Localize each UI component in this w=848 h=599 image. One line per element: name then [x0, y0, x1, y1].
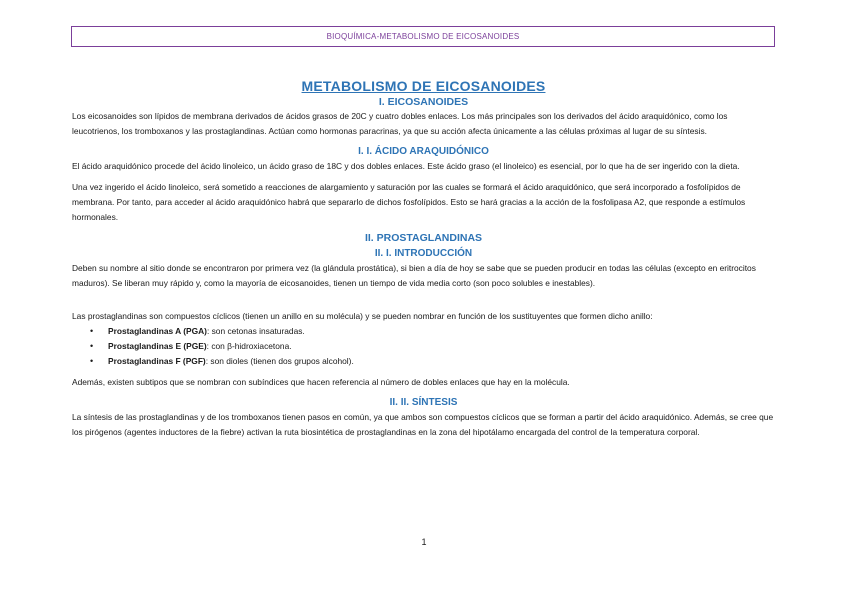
- prostaglandin-types-list: [72, 324, 775, 369]
- page-number: 1: [421, 537, 427, 547]
- document-body: [72, 78, 775, 440]
- heading-introduccion: II. I. INTRODUCCIÓN: [374, 248, 473, 259]
- list-item: [72, 339, 775, 354]
- list-item-term: Prostaglandinas A (PGA): [108, 326, 207, 336]
- heading-prostaglandinas: II. PROSTAGLANDINAS: [364, 232, 483, 244]
- list-item-term: Prostaglandinas F (PGF): [108, 356, 206, 366]
- paragraph-introduccion-2: Las prostaglandinas son compuestos cíclicos (tienen un anillo en su molécula) y se pueden nombrar en función de los sustituyentes que formen dicho anillo:: [72, 311, 653, 321]
- running-header: [71, 26, 775, 47]
- list-item: [72, 324, 775, 339]
- paragraph-sintesis: La síntesis de las prostaglandinas y de los tromboxanos tienen pasos en común, ya que ambos son compuestos cíclicos que se forman a partir del ácido araquidónico. Además, se cree que los pirógenos (agentes inductores de la fiebre) activan la ruta biosintética de prostaglandinas en la zona del hipotálamo encargada del control de la temperatura corporal.: [72, 412, 774, 437]
- list-item-desc: : son dioles (tienen dos grupos alcohol).: [205, 356, 354, 366]
- list-item: [72, 354, 775, 369]
- list-item-desc: : son cetonas insaturadas.: [206, 326, 305, 336]
- heading-sintesis: II. II. SÍNTESIS: [389, 397, 458, 408]
- paragraph-eicosanoides: Los eicosanoides son lípidos de membrana derivados de ácidos grasos de 20C y cuatro dobles enlaces. Los más principales son los derivados del ácido araquidónico, como los leucotrienos, los tromboxanos y las prostaglandinas. Actúan como hormonas paracrinas, ya que su acción afecta únicamente a las células próximas al lugar de su síntesis.: [72, 111, 728, 136]
- bullet-icon: •: [90, 341, 94, 351]
- document-title: METABOLISMO DE EICOSANOIDES: [301, 78, 546, 94]
- paragraph-introduccion-3: Además, existen subtipos que se nombran con subíndices que hacen referencia al número de dobles enlaces que hay en la molécula.: [72, 377, 570, 387]
- paragraph-introduccion-1: Deben su nombre al sitio donde se encontraron por primera vez (la glándula prostática), si bien a día de hoy se sabe que se pueden producir en todas las células (excepto en eritrocitos maduros). Se liberan muy rápido y, como la mayoría de eicosanoides, tienen un tiempo de vida media corto (son poco solubles e inestables).: [72, 263, 756, 288]
- bullet-icon: •: [90, 326, 94, 336]
- paragraph-acido-araquidonico-2: Una vez ingerido el ácido linoleico, será sometido a reacciones de alargamiento y saturación por las cuales se formará el ácido araquidónico, que será incorporado a fosfolípidos de membrana. Por tanto, para acceder al ácido araquidónico habrá que separarlo de dichos fosfolípidos. Esto se hará gracias a la acción de la fosfolipasa A2, que responde a estímulos hormonales.: [72, 182, 746, 222]
- list-item-term: Prostaglandinas E (PGE): [108, 341, 207, 351]
- heading-eicosanoides: I. EICOSANOIDES: [378, 96, 469, 108]
- paragraph-acido-araquidonico-1: El ácido araquidónico procede del ácido linoleico, un ácido graso de 18C y dos dobles enlaces. Este ácido graso (el linoleico) es esencial, por lo que ha de ser ingerido con la dieta.: [72, 161, 740, 171]
- heading-acido-araquidonico: I. I. ÁCIDO ARAQUIDÓNICO: [358, 146, 489, 157]
- list-item-desc: : con β-hidroxiacetona.: [206, 341, 292, 351]
- bullet-icon: •: [90, 356, 94, 366]
- running-header-title: BIOQUÍMICA-METABOLISMO DE EICOSANOIDES: [326, 32, 520, 41]
